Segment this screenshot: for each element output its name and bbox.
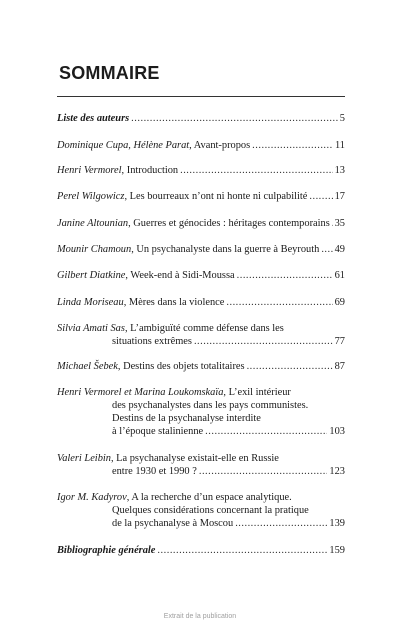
- toc-page-number: 77: [334, 336, 345, 347]
- toc-entry[interactable]: [57, 269, 345, 282]
- toc-title-continuation: entre 1930 et 1990 ?: [112, 466, 197, 477]
- toc-entry[interactable]: [57, 544, 345, 557]
- toc-author: Valeri Leibin: [57, 453, 111, 464]
- toc-entry[interactable]: [57, 217, 345, 230]
- toc-title: , La psychanalyse existait-elle en Russie: [110, 453, 279, 464]
- toc-title-continuation: Destins de la psychanalyse interdite: [112, 413, 261, 424]
- toc-author: Linda Moriseau: [57, 297, 124, 308]
- toc-page-number: 87: [334, 361, 345, 372]
- toc-page-number: 5: [339, 113, 345, 124]
- leader-dots: [235, 517, 327, 530]
- toc-title: , Mères dans la violence: [123, 297, 225, 308]
- toc-title: , Week-end à Sidi-Moussa: [125, 270, 235, 281]
- toc-title: , Les bourreaux n’ont ni honte ni culpabilité: [124, 191, 308, 202]
- toc-entry[interactable]: [57, 139, 345, 152]
- toc-title: , L’ambiguïté comme défense dans les: [124, 323, 284, 334]
- toc-title-continuation: situations extrêmes: [112, 336, 192, 347]
- leader-dots: [321, 243, 332, 256]
- toc-author: Liste des auteurs: [57, 113, 130, 124]
- toc-page-number: 159: [329, 545, 345, 556]
- leader-dots: [205, 425, 327, 438]
- leader-dots: [237, 269, 333, 282]
- toc-page-number: 123: [329, 466, 345, 477]
- toc-page-number: 35: [334, 218, 345, 229]
- footer-note: Extrait de la publication: [163, 613, 237, 620]
- toc-author: Henri Vermorel: [57, 165, 122, 176]
- toc-entry[interactable]: [57, 164, 345, 177]
- toc-page-number: 69: [334, 297, 345, 308]
- toc-author: Janine Altounian: [57, 218, 129, 229]
- toc-page-number: 61: [334, 270, 345, 281]
- leader-dots: [226, 296, 332, 309]
- toc-page-number: 11: [334, 140, 345, 151]
- toc-title: , A la recherche d’un espace analytique.: [126, 492, 292, 503]
- leader-dots: [157, 544, 327, 557]
- toc-author: Gilbert Diatkine: [57, 270, 126, 281]
- leader-dots: [180, 164, 333, 177]
- toc-entry[interactable]: [57, 112, 345, 125]
- toc-title-continuation: des psychanalystes dans les pays communistes.: [112, 400, 309, 411]
- toc-page-number: 13: [334, 165, 345, 176]
- toc-title-continuation: à l’époque stalinienne: [112, 426, 204, 437]
- leader-dots: [247, 360, 333, 373]
- leader-dots: [332, 217, 333, 230]
- toc-author: Henri Vermorel et Marina Loukomskaïa: [57, 387, 224, 398]
- leader-dots: [194, 335, 333, 348]
- toc-entry[interactable]: [57, 322, 345, 348]
- toc-entry[interactable]: [57, 452, 345, 478]
- leader-dots: [199, 465, 328, 478]
- leader-dots: [131, 112, 338, 125]
- page-title: SOMMAIRE: [59, 63, 160, 83]
- title-rule: [57, 96, 345, 97]
- leader-dots: [252, 139, 333, 152]
- toc-page-number: 103: [329, 426, 345, 437]
- toc-entry[interactable]: [57, 386, 345, 438]
- toc-title-continuation: Quelques considérations concernant la pratique: [112, 505, 309, 516]
- toc-title: , Un psychanalyste dans la guerre à Beyrouth: [131, 244, 320, 255]
- toc-author: Dominique Cupa, Hélène Parat: [57, 140, 190, 151]
- toc-title-continuation: de la psychanalyse à Moscou: [112, 518, 234, 529]
- toc-entry[interactable]: [57, 243, 345, 256]
- leader-dots: [309, 190, 332, 203]
- toc-title: , Destins des objets totalitaires: [117, 361, 245, 372]
- toc-entry[interactable]: [57, 296, 345, 309]
- toc-page-number: 17: [334, 191, 345, 202]
- toc-entry[interactable]: [57, 360, 345, 373]
- toc-author: Perel Wilgowicz: [57, 191, 125, 202]
- toc-page-number: 139: [329, 518, 345, 529]
- toc-author: Mounir Chamoun: [57, 244, 132, 255]
- toc-entry[interactable]: [57, 190, 345, 203]
- toc-title: , Introduction: [121, 165, 179, 176]
- toc-entry[interactable]: [57, 491, 345, 530]
- toc-author: Igor M. Kadyrov: [57, 492, 127, 503]
- toc-title: , Avant-propos: [189, 140, 251, 151]
- toc-author: Michael Šebek: [57, 361, 118, 372]
- toc-author: Bibliographie générale: [57, 545, 156, 556]
- toc-author: Silvia Amati Sas: [57, 323, 125, 334]
- toc-title: , Guerres et génocides : héritages contemporains: [128, 218, 330, 229]
- toc-title: , L’exil intérieur: [223, 387, 291, 398]
- toc-page-number: 49: [334, 244, 345, 255]
